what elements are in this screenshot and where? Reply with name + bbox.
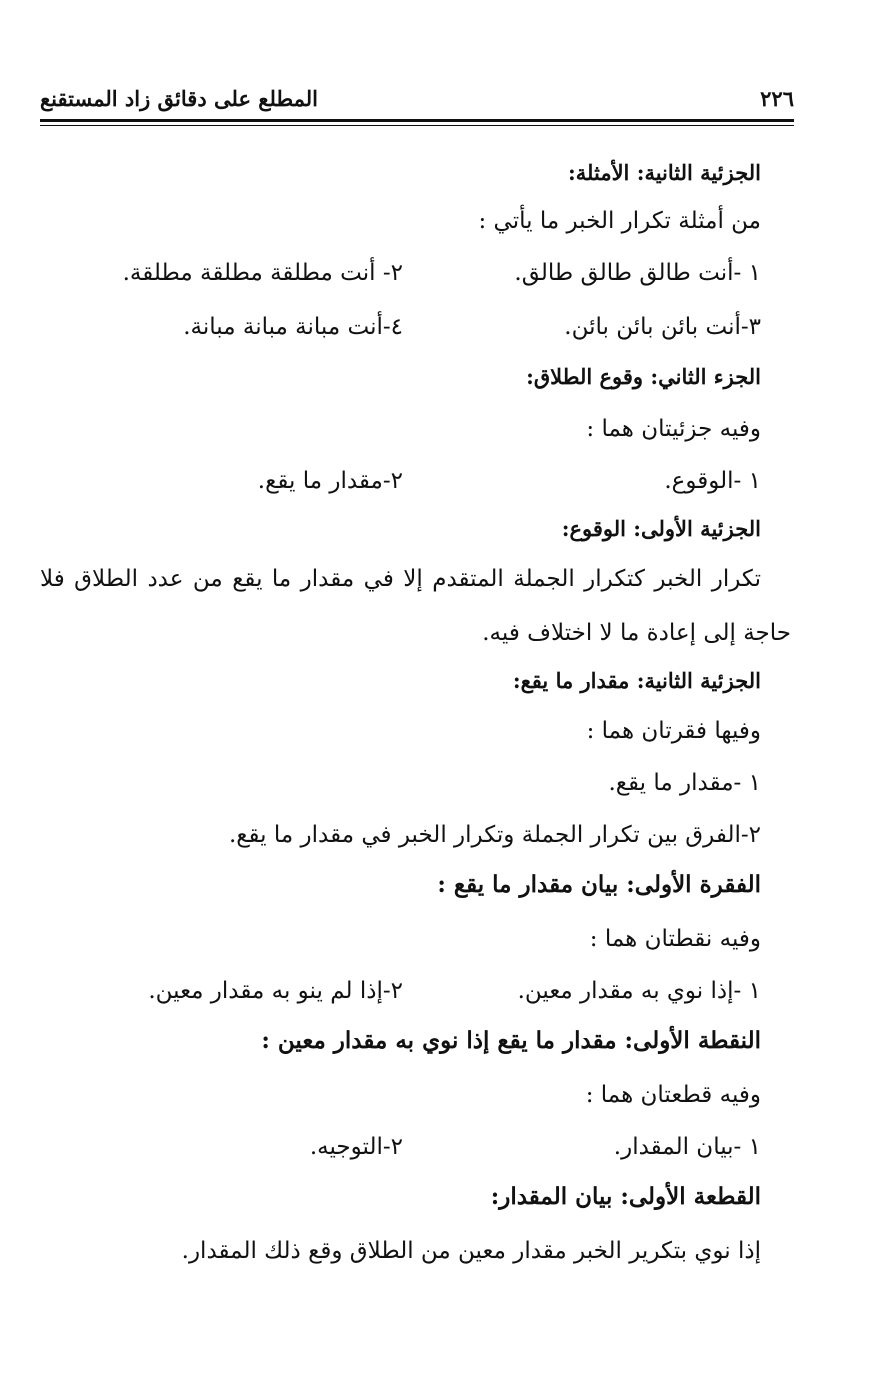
- list-item: ٢-إذا لم ينو به مقدار معين.: [148, 978, 403, 1004]
- paragraph-line: وفيه نقطتان هما :: [589, 926, 761, 952]
- subheading: القطعة الأولى: بيان المقدار:: [490, 1183, 761, 1210]
- subheading: الفقرة الأولى: بيان مقدار ما يقع :: [437, 871, 761, 898]
- header-rule-thick: [40, 119, 794, 122]
- list-item: ١ -بيان المقدار.: [613, 1134, 761, 1160]
- paragraph-line: إذا نوي بتكرير الخبر مقدار معين من الطلاق وقع ذلك المقدار.: [181, 1238, 761, 1264]
- list-item: ٢-الفرق بين تكرار الجملة وتكرار الخبر في مقدار ما يقع.: [228, 822, 761, 848]
- subheading: النقطة الأولى: مقدار ما يقع إذا نوي به مقدار معين :: [261, 1027, 761, 1054]
- paragraph-line: من أمثلة تكرار الخبر ما يأتي :: [478, 208, 761, 234]
- list-item: ٢-مقدار ما يقع.: [257, 468, 403, 494]
- running-header: [40, 86, 794, 116]
- subheading: الجزء الثاني: وقوع الطلاق:: [526, 364, 761, 389]
- list-item: ٢-التوجيه.: [309, 1134, 403, 1160]
- subheading: الجزئية الأولى: الوقوع:: [561, 516, 761, 541]
- list-item: ٣-أنت بائن بائن بائن.: [564, 314, 761, 340]
- subheading: الجزئية الثانية: مقدار ما يقع:: [512, 668, 761, 693]
- header-rule-thin: [40, 125, 794, 126]
- book-title: المطلع على دقائق زاد المستقنع: [40, 86, 319, 111]
- paragraph-line: تكرار الخبر كتكرار الجملة المتقدم إلا في مقدار ما يقع من عدد الطلاق فلا: [40, 566, 761, 592]
- paragraph-line: وفيها فقرتان هما :: [586, 718, 761, 744]
- page-number: ٢٢٦: [760, 86, 794, 111]
- subheading: الجزئية الثانية: الأمثلة:: [568, 160, 761, 185]
- list-item: ١ -الوقوع.: [664, 468, 761, 494]
- paragraph-line: وفيه جزئيتان هما :: [586, 416, 761, 442]
- paragraph-line: وفيه قطعتان هما :: [585, 1082, 761, 1108]
- list-item: ٤-أنت مبانة مبانة مبانة.: [183, 314, 403, 340]
- list-item: ٢- أنت مطلقة مطلقة مطلقة.: [122, 260, 403, 286]
- list-item: ١ -أنت طالق طالق طالق.: [514, 260, 761, 286]
- list-item: ١ -إذا نوي به مقدار معين.: [517, 978, 761, 1004]
- paragraph-line: حاجة إلى إعادة ما لا اختلاف فيه.: [482, 620, 791, 646]
- list-item: ١ -مقدار ما يقع.: [608, 770, 761, 796]
